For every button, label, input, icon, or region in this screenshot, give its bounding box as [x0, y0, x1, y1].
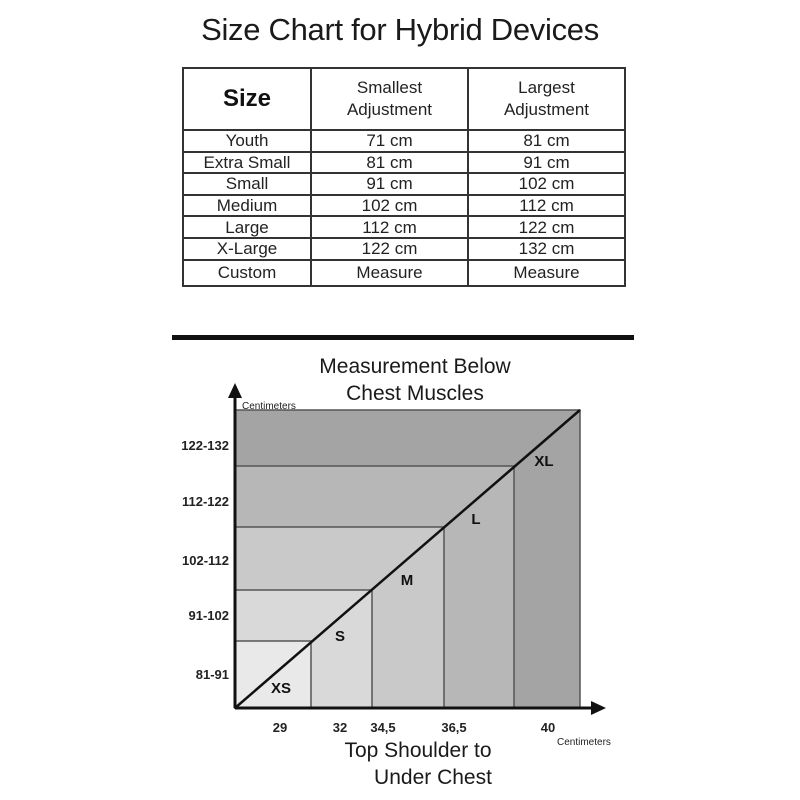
x-tick-label: 32 [332, 720, 348, 735]
table-cell: 132 cm [468, 238, 625, 260]
y-tick-label: 122-132 [181, 438, 229, 453]
column-header: Size [183, 68, 311, 130]
y-tick-label: 81-91 [195, 667, 229, 682]
table-cell: 91 cm [468, 152, 625, 174]
table-cell: Youth [183, 130, 311, 152]
table-cell: 122 cm [468, 216, 625, 238]
column-header: Smallest Adjustment [311, 68, 468, 130]
table-cell: 71 cm [311, 130, 468, 152]
table-cell: 112 cm [311, 216, 468, 238]
table-cell: Measure [468, 260, 625, 286]
table-cell: Large [183, 216, 311, 238]
region-label-xs: XS [270, 680, 292, 697]
chart-title-line2: Chest Muscles [346, 382, 484, 405]
table-cell: Custom [183, 260, 311, 286]
x-tick-label: 29 [272, 720, 288, 735]
table-cell: 122 cm [311, 238, 468, 260]
x-axis-title-line2: Under Chest [374, 766, 492, 789]
table-cell: 81 cm [311, 152, 468, 174]
region-label-m: M [400, 572, 414, 589]
x-tick-label: 40 [540, 720, 556, 735]
page-title: Size Chart for Hybrid Devices [201, 12, 599, 47]
x-unit-label: Centimeters [557, 737, 611, 748]
table-cell: 81 cm [468, 130, 625, 152]
region-label-s: S [334, 628, 346, 645]
table-cell: 91 cm [311, 173, 468, 195]
x-tick-label: 34,5 [370, 720, 396, 735]
table-cell: 102 cm [468, 173, 625, 195]
y-tick-label: 102-112 [182, 553, 229, 568]
table-cell: X-Large [183, 238, 311, 260]
table-cell: Extra Small [183, 152, 311, 174]
x-axis-arrow [591, 701, 606, 715]
region-label-xl: XL [534, 453, 554, 470]
table-cell: 112 cm [468, 195, 625, 217]
y-tick-label: 91-102 [188, 608, 229, 623]
table-cell: 102 cm [311, 195, 468, 217]
y-tick-label: 112-122 [182, 494, 229, 509]
table-cell: Small [183, 173, 311, 195]
y-unit-label: Centimeters [242, 401, 296, 412]
x-tick-label: 36,5 [441, 720, 467, 735]
x-axis-title-line1: Top Shoulder to [344, 739, 492, 762]
chart-title-line1: Measurement Below [319, 355, 511, 378]
table-cell: Medium [183, 195, 311, 217]
column-header: Largest Adjustment [468, 68, 625, 130]
y-axis-arrow [228, 383, 242, 398]
table-cell: Measure [311, 260, 468, 286]
region-label-l: L [471, 511, 481, 528]
